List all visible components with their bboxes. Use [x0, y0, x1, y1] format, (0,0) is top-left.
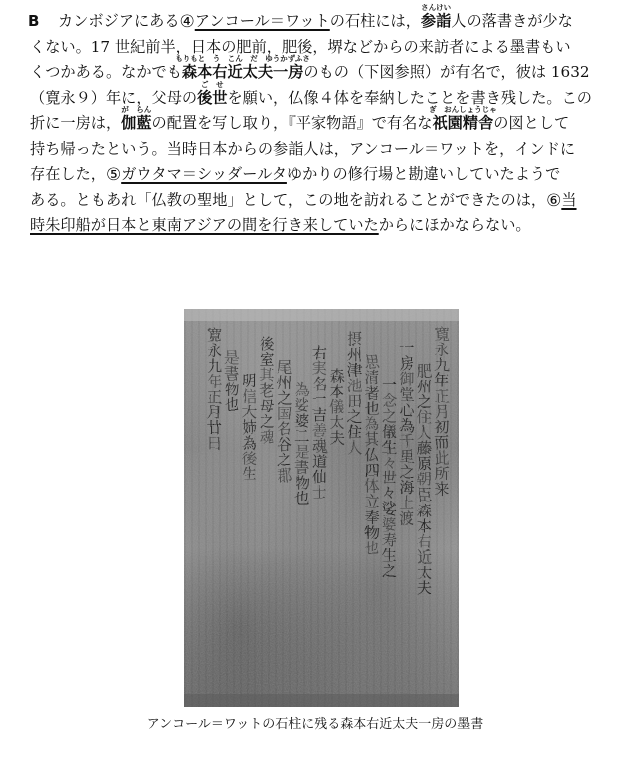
ink-glyph: 其	[259, 366, 275, 384]
ink-glyph: 明	[241, 372, 258, 390]
ink-glyph: 名	[311, 375, 328, 393]
ink-glyph: 寿	[381, 531, 398, 549]
ink-glyph: 之	[381, 562, 398, 580]
ink-glyph: 是	[224, 349, 240, 367]
text-segment: ある。ともあれ「仏教の聖地」として，この地を訪れることができたのは，	[30, 190, 547, 209]
ink-glyph: 仏	[364, 446, 380, 464]
ink-glyph: 里	[399, 447, 415, 466]
marker-4: ④	[179, 12, 195, 32]
ink-glyph: 郡	[276, 466, 293, 485]
text-segment: （寛永９）年に，父母の	[30, 88, 198, 107]
section-label: B	[28, 12, 40, 30]
ink-glyph: 者	[364, 384, 380, 402]
text-segment: ゆかりの修行場と勘違いしていたようで	[286, 165, 561, 183]
passage	[28, 3, 605, 244]
ink-glyph: 為	[399, 416, 415, 435]
ink-glyph: 婆	[381, 515, 398, 534]
text-segment: のもの（下図参照）が有名で，彼は 1632	[303, 63, 590, 81]
ink-glyph: 太	[329, 413, 345, 432]
ink-glyph: 津	[346, 361, 363, 379]
ink-glyph: 老	[259, 381, 275, 400]
ink-glyph: 是	[294, 443, 310, 461]
ink-glyph: 寛	[206, 326, 223, 344]
ink-glyph: 娑	[381, 500, 398, 518]
ruby-morimoto: 森本右近太夫一房 もりもと う こん だ ゆうかずふさ	[175, 54, 310, 81]
ink-glyph: 永	[434, 340, 450, 359]
ink-glyph: 州	[276, 373, 293, 392]
ink-glyph: 谷	[276, 435, 293, 454]
ink-glyph: 藤	[416, 439, 433, 458]
ink-glyph: 物	[294, 474, 310, 492]
ink-glyph: 儀	[381, 422, 398, 441]
marker-5: ⑤	[105, 165, 122, 185]
ink-glyph: 之	[399, 463, 415, 481]
ruby-gose: 後世 ご せ	[197, 79, 228, 107]
underline-6-start: 当	[561, 190, 577, 209]
ink-glyph: 々	[381, 453, 398, 472]
ink-glyph: 清	[364, 368, 380, 387]
ink-glyph: 一	[381, 376, 398, 394]
ink-glyph: 寛	[434, 325, 450, 343]
ink-glyph: 母	[259, 397, 275, 415]
ink-glyph: 心	[399, 401, 415, 419]
ink-glyph: 日	[206, 434, 223, 453]
ink-glyph: 書	[294, 458, 310, 477]
ruby-sankei: 参詣 さんけい	[420, 3, 452, 30]
ink-glyph: 田	[346, 392, 363, 410]
underline-4: アンコール＝ワット	[194, 12, 330, 30]
ink-glyph: 肥	[416, 362, 433, 380]
ink-glyph: 月	[434, 402, 450, 421]
ink-glyph: 正	[206, 388, 223, 406]
ink-glyph: 之	[276, 389, 293, 407]
marker-6: ⑥	[546, 190, 562, 211]
ink-glyph: 之	[276, 451, 293, 469]
ink-glyph: 右	[311, 344, 328, 362]
ruby-garan: 伽藍 が らん	[121, 105, 152, 132]
ink-glyph: 生	[381, 546, 398, 565]
text-segment: 人の落書きが少な	[451, 12, 573, 30]
ink-glyph: 儀	[329, 398, 345, 416]
ink-glyph: 々	[381, 484, 398, 503]
ink-glyph: 之	[259, 412, 275, 431]
text-segment: 折に一房は，	[30, 114, 122, 132]
ink-glyph: 九	[206, 357, 223, 375]
ink-glyph: 森	[416, 501, 433, 520]
ink-glyph: 物	[224, 380, 240, 398]
passage-line-4	[30, 79, 605, 107]
inscription-svg	[184, 309, 459, 707]
ink-glyph: 近	[416, 548, 433, 566]
ink-glyph: 婆	[294, 412, 310, 430]
ink-glyph: 初	[434, 418, 450, 436]
ink-glyph: 念	[381, 391, 398, 410]
ink-glyph: 臣	[416, 486, 433, 504]
ink-glyph: 右	[416, 532, 433, 551]
ink-glyph: 大	[241, 403, 258, 421]
text-segment: の配置を写し取り，『平家物語』で有名な	[151, 114, 433, 132]
ink-glyph: 為	[294, 381, 310, 399]
ink-glyph: 本	[329, 382, 345, 401]
ink-glyph: 年	[434, 371, 450, 390]
ink-glyph: 永	[206, 341, 223, 360]
ink-glyph: 而	[434, 433, 450, 452]
inscription-photo	[184, 309, 459, 707]
underline-5: ガウタマ＝シッダールタ	[121, 165, 287, 183]
ink-glyph: 二	[294, 427, 310, 446]
ink-glyph: 生	[381, 438, 398, 456]
ink-glyph: 之	[416, 393, 433, 411]
ruby-gion: 祇園精舎 ぎ おんしょうじゃ	[429, 105, 497, 132]
text-segment: カンボジアにある	[58, 12, 180, 30]
ink-glyph: 世	[381, 469, 398, 487]
ink-glyph: 夫	[416, 579, 433, 597]
ink-glyph: 所	[434, 464, 450, 483]
passage-line-2: くない。17 世紀前半，日本の肥前，肥後，堺などからの来訪者による墨書もい	[30, 37, 571, 56]
ink-glyph: 実	[311, 359, 328, 378]
text-segment: くつかある。なかでも	[30, 63, 182, 81]
text-segment: からにほかならない。	[378, 216, 531, 234]
ink-glyph: 為	[364, 415, 380, 433]
ink-glyph: 善	[311, 421, 328, 440]
ink-glyph: 思	[364, 353, 380, 371]
ink-glyph: 名	[276, 420, 293, 438]
ink-glyph: 州	[416, 377, 433, 396]
ink-glyph: 千	[399, 432, 415, 450]
ink-glyph: 後	[259, 335, 275, 353]
ink-glyph: 御	[399, 370, 415, 388]
ink-glyph: 森	[329, 367, 345, 385]
ink-glyph: 海	[399, 478, 415, 497]
ink-glyph: 尾	[276, 358, 293, 376]
ink-glyph: 士	[311, 483, 328, 502]
ink-glyph: 人	[416, 424, 433, 442]
passage-line-7	[30, 165, 605, 185]
ink-glyph: 道	[311, 452, 328, 471]
underline-6-end: 時朱印船が日本と東南アジアの間を行き来していた	[30, 216, 379, 234]
passage-line-1	[28, 3, 605, 32]
ink-glyph: 年	[206, 372, 223, 391]
text-segment: 存在した，	[30, 165, 106, 183]
photo-caption: アンコール＝ワットの石柱に残る森本右近太夫一房の墨書	[146, 717, 484, 732]
text-segment: の図として	[493, 114, 570, 132]
ink-glyph: 吉	[311, 406, 328, 424]
ink-glyph: 也	[364, 399, 380, 418]
passage-line-8	[30, 190, 605, 211]
ink-glyph: 為	[241, 434, 258, 452]
ink-glyph: 室	[259, 350, 275, 369]
ink-glyph: 州	[346, 345, 363, 364]
ink-glyph: 一	[311, 390, 328, 409]
ink-glyph: 月	[206, 403, 223, 422]
ink-glyph: 体	[364, 477, 380, 495]
ink-glyph: 也	[294, 489, 310, 508]
ink-glyph: 娑	[294, 396, 310, 415]
ink-glyph: 太	[416, 563, 433, 582]
ink-glyph: 姉	[241, 418, 258, 437]
ink-glyph: 住	[416, 408, 433, 427]
ink-glyph: 物	[364, 523, 380, 542]
ink-glyph: 書	[224, 364, 240, 383]
ink-glyph: 仙	[311, 468, 328, 486]
ink-glyph: 也	[224, 395, 240, 414]
ink-glyph: 上	[399, 494, 415, 512]
ink-glyph: 奉	[364, 508, 380, 526]
ink-glyph: 魂	[311, 437, 328, 455]
ink-glyph: 也	[364, 539, 380, 557]
ink-glyph: 廿	[206, 419, 223, 437]
ink-glyph: 来	[434, 480, 450, 498]
ink-glyph: 池	[346, 376, 363, 395]
ink-glyph: 一	[399, 339, 415, 357]
ink-glyph: 夫	[329, 429, 345, 447]
text-segment: の石柱には，	[329, 12, 421, 30]
ink-glyph: 信	[241, 387, 258, 406]
ink-glyph: 其	[364, 430, 380, 449]
ink-glyph: 渡	[399, 509, 415, 528]
ink-glyph: 立	[364, 492, 380, 511]
ink-glyph: 住	[346, 423, 363, 441]
ink-glyph: 朝	[416, 470, 433, 489]
ink-glyph: 正	[434, 387, 450, 405]
ink-glyph: 魂	[259, 428, 275, 446]
ink-glyph: 人	[346, 438, 363, 457]
text-segment: を願い，仏像４体を奉納したことを書き残した。この	[227, 88, 592, 107]
ink-glyph: 之	[381, 407, 398, 425]
ink-glyph: 四	[364, 461, 380, 480]
ink-glyph: 本	[416, 517, 433, 535]
ink-glyph: 九	[434, 356, 450, 374]
ink-glyph: 生	[241, 465, 258, 483]
ink-glyph: 之	[346, 407, 363, 426]
ink-glyph: 房	[399, 354, 415, 373]
ink-glyph: 国	[276, 404, 293, 423]
passage-line-6: 持ち帰ったという。当時日本からの参詣人は，アンコール＝ワットを，インドに	[30, 139, 576, 158]
ink-glyph: 原	[416, 455, 433, 473]
passage-line-5	[30, 105, 605, 132]
passage-line-9	[30, 218, 605, 233]
ink-glyph: 後	[241, 449, 258, 468]
passage-line-3	[30, 54, 605, 81]
ink-glyph: 此	[434, 449, 450, 467]
ink-glyph: 摂	[346, 330, 363, 348]
ink-glyph: 堂	[399, 385, 415, 404]
